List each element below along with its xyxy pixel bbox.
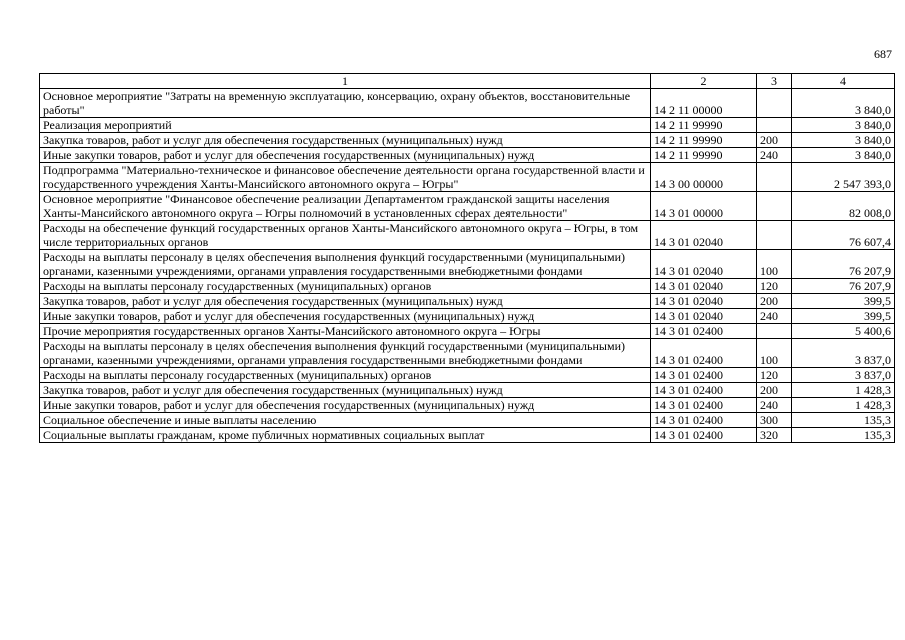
cell-name: Реализация мероприятий — [40, 118, 651, 133]
cell-expense-type: 120 — [757, 279, 792, 294]
cell-amount: 76 607,4 — [792, 221, 895, 250]
table-row — [40, 192, 895, 221]
cell-name: Основное мероприятие "Финансовое обеспечение реализации Департаментом гражданской защиты населения Ханты-Мансийского автономного округа – Югры полномочий в установленных сферах деятельности" — [40, 192, 651, 221]
header-col-3: 3 — [757, 74, 792, 89]
table-row — [40, 250, 895, 279]
cell-code: 14 3 01 02400 — [651, 428, 757, 443]
cell-expense-type: 200 — [757, 383, 792, 398]
table-row — [40, 118, 895, 133]
cell-name: Расходы на выплаты персоналу государственных (муниципальных) органов — [40, 368, 651, 383]
cell-code: 14 2 11 99990 — [651, 148, 757, 163]
cell-code: 14 3 01 02040 — [651, 221, 757, 250]
cell-name: Социальные выплаты гражданам, кроме публичных нормативных социальных выплат — [40, 428, 651, 443]
cell-expense-type — [757, 163, 792, 192]
table-row — [40, 294, 895, 309]
table-row — [40, 339, 895, 368]
table-row — [40, 383, 895, 398]
cell-expense-type — [757, 118, 792, 133]
cell-amount: 2 547 393,0 — [792, 163, 895, 192]
cell-amount: 3 837,0 — [792, 368, 895, 383]
table-row — [40, 368, 895, 383]
cell-code: 14 3 01 02400 — [651, 398, 757, 413]
cell-name: Иные закупки товаров, работ и услуг для обеспечения государственных (муниципальных) нужд — [40, 148, 651, 163]
cell-name: Закупка товаров, работ и услуг для обеспечения государственных (муниципальных) нужд — [40, 383, 651, 398]
cell-code: 14 2 11 00000 — [651, 89, 757, 118]
cell-code: 14 3 00 00000 — [651, 163, 757, 192]
cell-code: 14 2 11 99990 — [651, 118, 757, 133]
cell-name: Расходы на выплаты персоналу в целях обеспечения выполнения функций государственными (муниципальными) органами, казенными учреждениями, органами управления государственными внебюджетными фондами — [40, 250, 651, 279]
cell-code: 14 3 01 02040 — [651, 294, 757, 309]
cell-code: 14 3 01 02400 — [651, 368, 757, 383]
cell-amount: 399,5 — [792, 309, 895, 324]
cell-amount: 3 840,0 — [792, 133, 895, 148]
table-row — [40, 398, 895, 413]
cell-expense-type: 100 — [757, 250, 792, 279]
cell-amount: 5 400,6 — [792, 324, 895, 339]
header-row — [40, 74, 895, 89]
cell-name: Закупка товаров, работ и услуг для обеспечения государственных (муниципальных) нужд — [40, 133, 651, 148]
table-row — [40, 89, 895, 118]
header-col-1: 1 — [40, 74, 651, 89]
cell-name: Социальное обеспечение и иные выплаты населению — [40, 413, 651, 428]
cell-name: Прочие мероприятия государственных органов Ханты-Мансийского автономного округа – Югры — [40, 324, 651, 339]
cell-expense-type: 200 — [757, 294, 792, 309]
cell-expense-type: 300 — [757, 413, 792, 428]
cell-name: Подпрограмма "Материально-техническое и финансовое обеспечение деятельности органа государственной власти и государственного учреждения Ханты-Мансийского автономного округа – Югры" — [40, 163, 651, 192]
cell-amount: 3 840,0 — [792, 148, 895, 163]
cell-code: 14 3 01 02400 — [651, 324, 757, 339]
cell-expense-type: 120 — [757, 368, 792, 383]
cell-amount: 1 428,3 — [792, 398, 895, 413]
cell-code: 14 3 01 02400 — [651, 413, 757, 428]
cell-name: Расходы на обеспечение функций государственных органов Ханты-Мансийского автономного округа – Югры, в том числе территориальных органов — [40, 221, 651, 250]
cell-amount: 76 207,9 — [792, 279, 895, 294]
table-row — [40, 324, 895, 339]
cell-amount: 82 008,0 — [792, 192, 895, 221]
cell-code: 14 3 01 02400 — [651, 383, 757, 398]
cell-expense-type — [757, 192, 792, 221]
cell-expense-type — [757, 324, 792, 339]
table-row — [40, 279, 895, 294]
cell-name: Закупка товаров, работ и услуг для обеспечения государственных (муниципальных) нужд — [40, 294, 651, 309]
cell-code: 14 3 01 00000 — [651, 192, 757, 221]
table-row — [40, 133, 895, 148]
page-number: 687 — [874, 47, 892, 61]
cell-amount: 76 207,9 — [792, 250, 895, 279]
cell-amount: 135,3 — [792, 413, 895, 428]
cell-code: 14 3 01 02040 — [651, 250, 757, 279]
cell-name: Иные закупки товаров, работ и услуг для обеспечения государственных (муниципальных) нужд — [40, 398, 651, 413]
cell-code: 14 3 01 02400 — [651, 339, 757, 368]
cell-amount: 3 840,0 — [792, 118, 895, 133]
header-col-2: 2 — [651, 74, 757, 89]
cell-code: 14 3 01 02040 — [651, 309, 757, 324]
cell-expense-type: 200 — [757, 133, 792, 148]
cell-expense-type: 240 — [757, 398, 792, 413]
cell-expense-type — [757, 221, 792, 250]
budget-table — [39, 73, 895, 443]
cell-code: 14 2 11 99990 — [651, 133, 757, 148]
table-row — [40, 221, 895, 250]
cell-name: Иные закупки товаров, работ и услуг для обеспечения государственных (муниципальных) нужд — [40, 309, 651, 324]
cell-expense-type: 240 — [757, 309, 792, 324]
cell-name: Основное мероприятие "Затраты на временную эксплуатацию, консервацию, охрану объектов, восстановительные работы" — [40, 89, 651, 118]
table-row — [40, 413, 895, 428]
cell-name: Расходы на выплаты персоналу в целях обеспечения выполнения функций государственными (муниципальными) органами, казенными учреждениями, органами управления государственными внебюджетными фондами — [40, 339, 651, 368]
cell-amount: 1 428,3 — [792, 383, 895, 398]
table-row — [40, 309, 895, 324]
cell-code: 14 3 01 02040 — [651, 279, 757, 294]
cell-amount: 3 840,0 — [792, 89, 895, 118]
cell-name: Расходы на выплаты персоналу государственных (муниципальных) органов — [40, 279, 651, 294]
cell-expense-type — [757, 89, 792, 118]
cell-expense-type: 100 — [757, 339, 792, 368]
header-col-4: 4 — [792, 74, 895, 89]
cell-expense-type: 320 — [757, 428, 792, 443]
table-row — [40, 163, 895, 192]
table-row — [40, 428, 895, 443]
table-row — [40, 148, 895, 163]
cell-amount: 399,5 — [792, 294, 895, 309]
cell-amount: 3 837,0 — [792, 339, 895, 368]
cell-amount: 135,3 — [792, 428, 895, 443]
cell-expense-type: 240 — [757, 148, 792, 163]
